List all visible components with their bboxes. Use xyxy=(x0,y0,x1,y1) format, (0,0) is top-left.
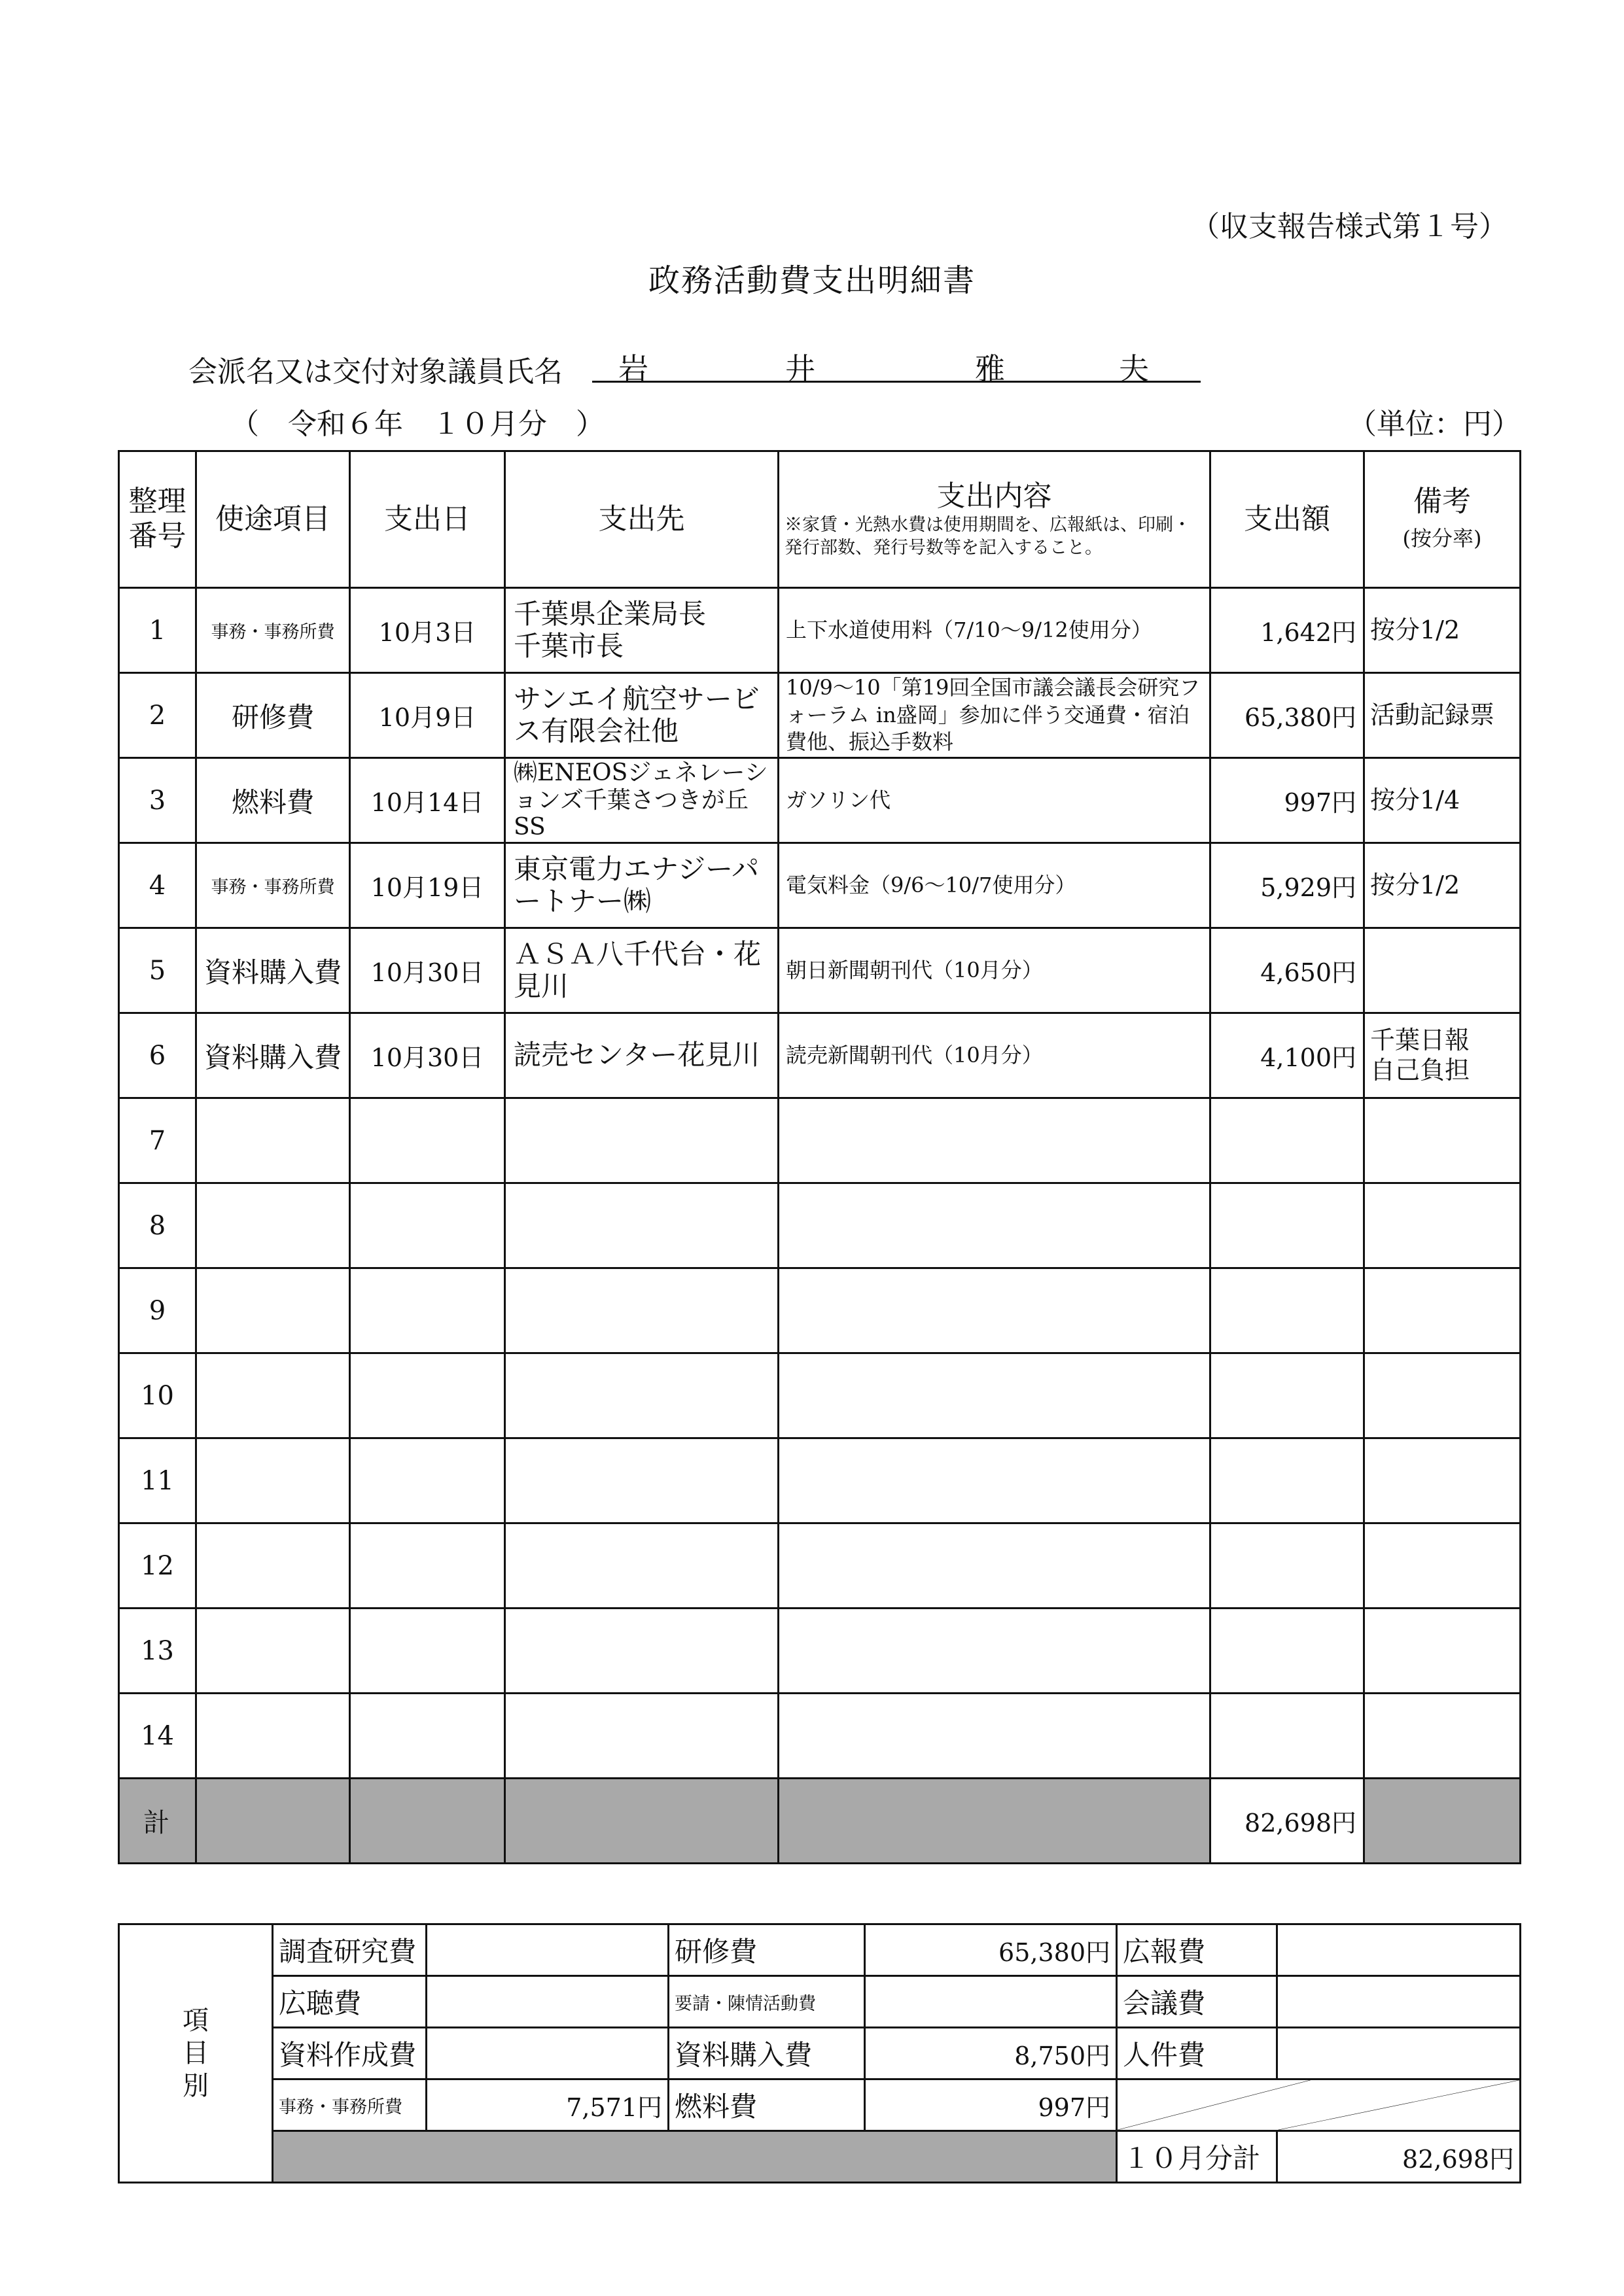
row-content: 10/9～10「第19回全国市議会議長会研究フォーラム in盛岡」参加に伴う交通費・宿泊費他、振込手数料 xyxy=(779,673,1210,758)
table-header-row xyxy=(119,451,1521,588)
row-date: 10月30日 xyxy=(350,1013,505,1098)
summary-value xyxy=(1277,1976,1521,2028)
total-blank xyxy=(350,1779,505,1864)
table-row xyxy=(119,758,1521,843)
row-content xyxy=(779,1609,1210,1694)
row-payee: 千葉県企業局長 千葉市長 xyxy=(505,588,779,673)
summary-label: 資料購入費 xyxy=(669,2028,865,2079)
summary-value xyxy=(427,2028,669,2079)
row-date xyxy=(350,1268,505,1353)
row-amount xyxy=(1210,1098,1364,1183)
row-remarks: 按分1/4 xyxy=(1364,758,1521,843)
row-payee: サンエイ航空サービス有限会社他 xyxy=(505,673,779,758)
header-no: 整理 番号 xyxy=(119,451,196,588)
row-content xyxy=(779,1523,1210,1609)
row-number: 3 xyxy=(119,758,196,843)
row-remarks xyxy=(1364,1268,1521,1353)
row-amount xyxy=(1210,1523,1364,1609)
summary-value xyxy=(1277,2028,1521,2079)
table-row xyxy=(119,1609,1521,1694)
row-content: 朝日新聞朝刊代（10月分） xyxy=(779,928,1210,1013)
row-content: 電気料金（9/6～10/7使用分） xyxy=(779,843,1210,928)
summary-value xyxy=(427,1976,669,2028)
row-number: 4 xyxy=(119,843,196,928)
row-remarks xyxy=(1364,1353,1521,1438)
row-number: 1 xyxy=(119,588,196,673)
row-number: 12 xyxy=(119,1523,196,1609)
summary-value: 8,750円 xyxy=(865,2028,1117,2079)
row-category xyxy=(196,1098,350,1183)
total-blank xyxy=(505,1779,779,1864)
row-payee: ㈱ENEOSジェネレーションズ千葉さつきが丘SS xyxy=(505,758,779,843)
total-blank xyxy=(779,1779,1210,1864)
row-category xyxy=(196,1523,350,1609)
row-payee xyxy=(505,1523,779,1609)
summary-label: 資料作成費 xyxy=(273,2028,427,2079)
name-char-2: 井 xyxy=(785,351,815,387)
total-label: 計 xyxy=(119,1779,196,1864)
row-amount: 5,929円 xyxy=(1210,843,1364,928)
category-summary-table xyxy=(118,1923,1521,2183)
row-category: 燃料費 xyxy=(196,758,350,843)
row-category xyxy=(196,1183,350,1268)
remarks-sub: (按分率) xyxy=(1402,526,1482,551)
month-total-label: １０月分計 xyxy=(1117,2131,1277,2183)
table-row xyxy=(119,1098,1521,1183)
summary-value: 997円 xyxy=(865,2079,1117,2131)
summary-label: 広聴費 xyxy=(273,1976,427,2028)
row-payee xyxy=(505,1694,779,1779)
name-char-1: 岩 xyxy=(618,351,648,387)
row-remarks: 按分1/2 xyxy=(1364,588,1521,673)
row-content xyxy=(779,1694,1210,1779)
row-remarks: 按分1/2 xyxy=(1364,843,1521,928)
row-amount: 4,100円 xyxy=(1210,1013,1364,1098)
row-amount: 65,380円 xyxy=(1210,673,1364,758)
crossed-out-cell xyxy=(1117,2079,1521,2131)
row-content xyxy=(779,1268,1210,1353)
row-date: 10月19日 xyxy=(350,843,505,928)
row-category xyxy=(196,1438,350,1523)
summary-label: 会議費 xyxy=(1117,1976,1277,2028)
summary-value xyxy=(865,1976,1117,2028)
row-remarks xyxy=(1364,1438,1521,1523)
content-note: ※家賃・光熱水費は使用期間を、広報紙は、印刷・発行部数、発行号数等を記入すること。 xyxy=(785,515,1191,559)
row-date: 10月30日 xyxy=(350,928,505,1013)
row-category xyxy=(196,1609,350,1694)
report-period: （ 令和６年 １０月分 ） xyxy=(230,408,605,441)
row-category xyxy=(196,1268,350,1353)
document-title: 政務活動費支出明細書 xyxy=(648,262,976,299)
summary-label: 事務・事務所費 xyxy=(273,2079,427,2131)
row-category xyxy=(196,1694,350,1779)
row-payee: 読売センター花見川 xyxy=(505,1013,779,1098)
header-payee: 支出先 xyxy=(505,451,779,588)
header-amount: 支出額 xyxy=(1210,451,1364,588)
row-payee xyxy=(505,1183,779,1268)
row-payee xyxy=(505,1438,779,1523)
summary-label: 研修費 xyxy=(669,1924,865,1976)
row-content xyxy=(779,1098,1210,1183)
table-row xyxy=(119,1438,1521,1523)
row-date: 10月14日 xyxy=(350,758,505,843)
table-row xyxy=(119,928,1521,1013)
summary-value xyxy=(1277,1924,1521,1976)
row-date xyxy=(350,1098,505,1183)
row-category xyxy=(196,1353,350,1438)
summary-value: 65,380円 xyxy=(865,1924,1117,1976)
name-char-3: 雅 xyxy=(975,351,1005,387)
table-row xyxy=(119,673,1521,758)
table-row xyxy=(119,1694,1521,1779)
row-remarks xyxy=(1364,1183,1521,1268)
row-content xyxy=(779,1438,1210,1523)
row-category: 事務・事務所費 xyxy=(196,843,350,928)
row-category: 事務・事務所費 xyxy=(196,588,350,673)
row-amount xyxy=(1210,1268,1364,1353)
row-number: 6 xyxy=(119,1013,196,1098)
summary-label: 燃料費 xyxy=(669,2079,865,2131)
row-content: 上下水道使用料（7/10～9/12使用分） xyxy=(779,588,1210,673)
currency-unit: （単位：円） xyxy=(1348,408,1521,441)
table-row xyxy=(119,1523,1521,1609)
row-date xyxy=(350,1694,505,1779)
row-amount xyxy=(1210,1438,1364,1523)
row-date xyxy=(350,1353,505,1438)
summary-label: 広報費 xyxy=(1117,1924,1277,1976)
header-date: 支出日 xyxy=(350,451,505,588)
row-date xyxy=(350,1523,505,1609)
row-remarks: 活動記録票 xyxy=(1364,673,1521,758)
total-blank xyxy=(1364,1779,1521,1864)
row-number: 14 xyxy=(119,1694,196,1779)
row-remarks xyxy=(1364,1523,1521,1609)
name-char-4: 夫 xyxy=(1119,351,1149,387)
row-payee xyxy=(505,1353,779,1438)
name-label: 会派名又は交付対象議員氏名 xyxy=(188,355,563,389)
row-number: 13 xyxy=(119,1609,196,1694)
row-payee: 東京電力エナジーパートナー㈱ xyxy=(505,843,779,928)
total-blank xyxy=(196,1779,350,1864)
form-number: （収支報告様式第１号） xyxy=(1191,210,1508,243)
row-remarks xyxy=(1364,1609,1521,1694)
row-amount xyxy=(1210,1183,1364,1268)
row-number: 10 xyxy=(119,1353,196,1438)
row-number: 5 xyxy=(119,928,196,1013)
row-category: 資料購入費 xyxy=(196,1013,350,1098)
table-row xyxy=(119,1013,1521,1098)
month-total-value: 82,698円 xyxy=(1277,2131,1521,2183)
row-date xyxy=(350,1183,505,1268)
row-date xyxy=(350,1438,505,1523)
table-row xyxy=(119,1353,1521,1438)
row-amount: 997円 xyxy=(1210,758,1364,843)
row-content xyxy=(779,1183,1210,1268)
row-number: 9 xyxy=(119,1268,196,1353)
table-row xyxy=(119,843,1521,928)
row-remarks: 千葉日報 自己負担 xyxy=(1364,1013,1521,1098)
row-content: ガソリン代 xyxy=(779,758,1210,843)
header-content: 支出内容 ※家賃・光熱水費は使用期間を、広報紙は、印刷・発行部数、発行号数等を記入すること。 xyxy=(779,451,1210,588)
summary-label: 人件費 xyxy=(1117,2028,1277,2079)
expense-table xyxy=(118,450,1521,1864)
row-date xyxy=(350,1609,505,1694)
row-amount: 1,642円 xyxy=(1210,588,1364,673)
row-amount xyxy=(1210,1609,1364,1694)
table-row xyxy=(119,1183,1521,1268)
summary-label: 調査研究費 xyxy=(273,1924,427,1976)
total-row xyxy=(119,1779,1521,1864)
row-remarks xyxy=(1364,928,1521,1013)
row-date: 10月3日 xyxy=(350,588,505,673)
section-label: 項 目 別 xyxy=(119,1924,273,2183)
row-payee xyxy=(505,1268,779,1353)
member-name xyxy=(592,340,1201,387)
row-remarks xyxy=(1364,1694,1521,1779)
row-number: 8 xyxy=(119,1183,196,1268)
row-number: 11 xyxy=(119,1438,196,1523)
summary-label: 要請・陳情活動費 xyxy=(669,1976,865,2028)
row-amount: 4,650円 xyxy=(1210,928,1364,1013)
row-payee xyxy=(505,1098,779,1183)
row-category: 研修費 xyxy=(196,673,350,758)
total-amount: 82,698円 xyxy=(1210,1779,1364,1864)
summary-blank xyxy=(273,2131,1117,2183)
row-payee: ＡＳＡ八千代台・花見川 xyxy=(505,928,779,1013)
row-remarks xyxy=(1364,1098,1521,1183)
row-number: 2 xyxy=(119,673,196,758)
header-remarks: 備考 (按分率) xyxy=(1364,451,1521,588)
table-row xyxy=(119,1268,1521,1353)
row-date: 10月9日 xyxy=(350,673,505,758)
table-row xyxy=(119,588,1521,673)
row-number: 7 xyxy=(119,1098,196,1183)
row-content: 読売新聞朝刊代（10月分） xyxy=(779,1013,1210,1098)
row-content xyxy=(779,1353,1210,1438)
row-category: 資料購入費 xyxy=(196,928,350,1013)
summary-value xyxy=(427,1924,669,1976)
header-category: 使途項目 xyxy=(196,451,350,588)
row-amount xyxy=(1210,1694,1364,1779)
row-amount xyxy=(1210,1353,1364,1438)
summary-value: 7,571円 xyxy=(427,2079,669,2131)
row-payee xyxy=(505,1609,779,1694)
